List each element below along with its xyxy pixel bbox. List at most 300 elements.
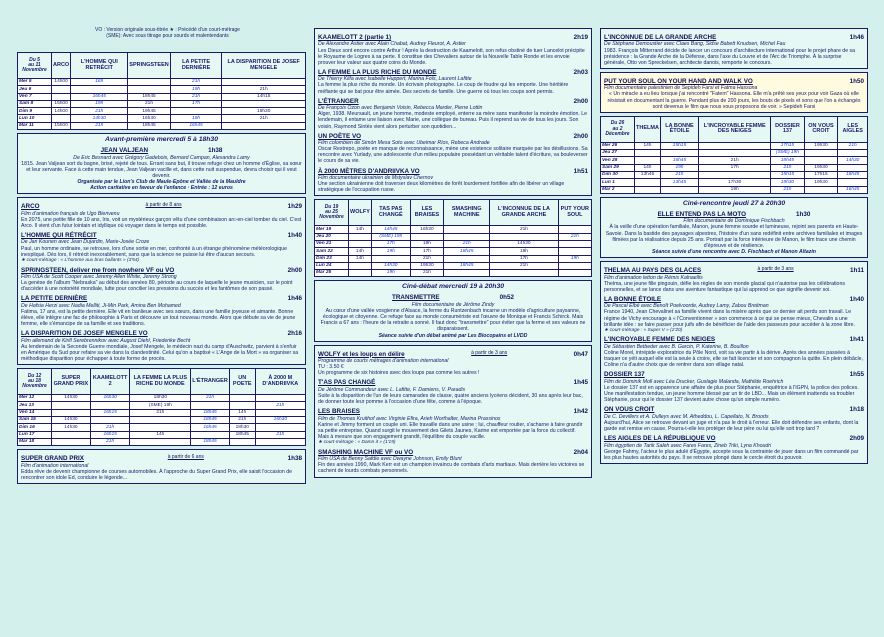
film-meta: De Sébastien Betbeder avec B. Garcin, P. Katerine, B. Bouillon — [604, 343, 749, 350]
film-synopsis: Coline Morel, intrépide exploratrice du Pôle Nord, voit sa vie partir à la dérive. Après des années passées à traquer ce yéti auquel elle est la seule à croire, elle se fait licencier et son compagnon la quitte. En plein débâcle, Coline n'a d'autre choix que de rentrer dans son village natal. — [604, 350, 863, 369]
avant-premiere-box — [17, 133, 306, 194]
schedule-week-label: Du 12 au 18 Novembre — [18, 369, 52, 395]
schedule-time: 19h30 — [804, 142, 838, 149]
schedule-day: Ven 28 — [601, 157, 635, 164]
schedule-time: 18h45 — [128, 93, 170, 100]
film-title-row — [604, 34, 864, 41]
schedule-time: 21h — [229, 417, 255, 424]
put-your-soul-box — [600, 72, 868, 113]
column-1 — [17, 52, 306, 487]
schedule-table — [314, 199, 592, 277]
cine-debat-org: Séance suivie d'un débat animé par Les Biocopains et LVDD — [378, 332, 528, 339]
schedule-time: 18h45 — [191, 409, 230, 416]
schedule-time — [222, 122, 306, 129]
schedule-day: Sam 22 — [315, 248, 349, 255]
film-duration: 1h55 — [849, 371, 864, 379]
film-meta: De Jérôme Commandeur avec L. Lafitte, F. Damiens, V. Paradis — [318, 386, 466, 393]
schedule-time — [52, 409, 91, 416]
schedule-time: 14h — [349, 255, 372, 262]
schedule-time: 14h — [635, 164, 661, 171]
legend-line-2: (SME): Avec sous titrage pour sourds et malentendants — [106, 33, 229, 40]
film-title-row — [604, 406, 864, 413]
film-synopsis: TU : 3.50 € — [318, 364, 344, 371]
film-duration: 2h04 — [573, 448, 588, 456]
schedule-time: 21h — [410, 255, 443, 262]
schedule-time — [410, 233, 443, 240]
schedule-day: Sam 15 — [18, 417, 52, 424]
schedule-time — [349, 233, 372, 240]
schedule-row — [601, 157, 868, 164]
schedule-time — [838, 179, 868, 186]
schedule-row — [18, 115, 306, 122]
film-title: ARCO — [21, 203, 40, 211]
schedule-time: 17h — [699, 164, 771, 171]
cine-debat-text: Au cœur d'une vallée vosgienne d'Alsace, la ferme du Runtzenbach incarne un modèle d'agriculture paysanne, écologique et citoyenne. Ce refuge face au monde consumériste est l'œuvre de Monique et Francis Schirck. Mais Francis a 67 ans : l'heure de la retraite a sonné. Il faut donc "transmettre" pour éviter que la ferme et ses valeurs ne disparaissent. — [320, 308, 586, 333]
schedule-time: 16h30 — [128, 115, 170, 122]
schedule-time: 14h30 — [52, 417, 91, 424]
put-your-soul-title: PUT YOUR SOUL ON YOUR HAND AND WALK VO — [604, 77, 753, 85]
schedule-time: 17h — [490, 255, 558, 262]
film-meta: Programme de courts métrages d'animation international — [318, 358, 449, 365]
cine-debat-heading: Ciné-débat mercredi 19 à 20h30 — [402, 283, 504, 291]
schedule-time — [699, 150, 771, 157]
schedule-time: 21h — [255, 431, 305, 438]
schedule-time: 15h00 — [52, 122, 71, 129]
schedule-time — [255, 409, 305, 416]
schedule-time: 13h45 — [660, 179, 698, 186]
schedule-time: 21h — [660, 172, 698, 179]
schedule-time: 19h — [699, 186, 771, 193]
film-meta: Film d'animation français de Ugo Bienvenu — [21, 210, 120, 217]
avant-premiere-text: 1815. Jean Valjean sort du bagne, brisé, rejeté de tous. Errant sans but, il trouve refuge chez un homme d'Église, sa sœur et leur servante. Face à cette main tendue, Jean Valjean vacille et, dans cette nuit suspendue, devra choisir qui il veut devenir. — [21, 160, 302, 179]
film-title: À 2000 MÈTRES D'ANDRIIVKA VO — [318, 167, 420, 175]
film-title-row — [318, 34, 588, 41]
cine-rencontre-text: À la veille d'une opération familiale, Manon, jeune femme sourde et lumineuse, rejoint ses parents en Haute-Savoie. Dans la bastide des paysages alpestres, l'histoire d'un sans redéfinit entre archives familiales et images filmées par la réalisatrice depuis 25 ans. Portrait par la force intérieure de Manon, le film trace une chemin d'épreuve et de résilience. — [605, 224, 863, 249]
schedule-time — [349, 262, 372, 269]
film-synopsis-extra: Un programme de six histoires avec des loups pas comme les autres ! — [318, 370, 480, 377]
film-meta: De François Ozon avec Benjamin Voisin, Rebecca Marder, Pierre Lottin — [318, 105, 483, 112]
schedule-time: 18h45 — [444, 262, 490, 269]
schedule-time — [90, 417, 130, 424]
films-box-3b — [600, 261, 868, 464]
schedule-day: Lun 10 — [18, 115, 52, 122]
cine-rencontre-duration: 1h30 — [796, 210, 811, 218]
film-title-row — [604, 336, 864, 343]
film-meta: Film de Dominik Moll avec Léa Drucker, Guslagie Malanda, Mathilde Roehrich — [604, 378, 784, 385]
schedule-time: 14h45 — [371, 226, 410, 233]
schedule-time: 18h45 — [229, 431, 255, 438]
schedule-time — [558, 240, 591, 247]
cine-debat-box — [314, 280, 592, 341]
schedule-time — [558, 226, 591, 233]
film-title: LES AIGLES DE LA RÉPUBLIQUE VO — [604, 435, 716, 443]
schedule-film-header: THELMA — [635, 116, 661, 142]
schedule-film-header: LA PETITE DERNIÈRE — [170, 53, 222, 79]
film-title: L'INCROYABLE FEMME DES NEIGES — [604, 336, 716, 344]
schedule-time: 21h — [838, 142, 868, 149]
schedule-time: (SME) 19h — [130, 402, 191, 409]
schedule-time — [838, 150, 868, 157]
film-title: UN POÈTE VO — [318, 132, 362, 140]
schedule-day: Sam 8 — [18, 100, 52, 107]
cine-rencontre-title-row — [604, 211, 864, 218]
schedule-time: 19h — [410, 240, 443, 247]
film-title-row — [318, 351, 588, 358]
schedule-time: 16h45 — [191, 424, 230, 431]
schedule-time: 21h — [444, 240, 490, 247]
film-duration: 1h46 — [287, 295, 302, 303]
schedule-time — [71, 86, 128, 93]
schedule-week-label: Du 26 au 2 Décembre — [601, 116, 635, 142]
schedule-time — [229, 402, 255, 409]
schedule-time — [558, 262, 591, 269]
put-your-soul-duration: 1h50 — [849, 77, 864, 85]
film-synopsis: Paul, un homme ordinaire, se retrouve, lors d'une sortie en mer, confronté à un étrange phénomène météorologique inexpliqué. Dès lors, il rétrécit inexorablement, sans que la science ne puisse lui être d'aucun secours. — [21, 245, 288, 258]
schedule-time: 19h30 — [410, 262, 443, 269]
schedule-time — [838, 164, 868, 171]
schedule-time: 15h15 — [771, 172, 804, 179]
schedule-time: 18h30 — [229, 424, 255, 431]
schedule-row — [18, 108, 306, 115]
avant-premiere-duration: 1h38 — [208, 147, 223, 155]
schedule-time: 14h — [635, 142, 661, 149]
schedule-time: (SME) 19h — [371, 233, 410, 240]
schedule-time: 18h30 — [130, 395, 191, 402]
schedule-film-header: UN POETE — [229, 369, 255, 395]
schedule-time — [558, 270, 591, 277]
schedule-time — [349, 240, 372, 247]
schedule-time: 21h — [130, 409, 191, 416]
film-meta: De Pascal Elbé avec Benoît Poelvoorde, Audrey Lamy, Zabou Breitman — [604, 303, 769, 310]
film-duration: 1h40 — [287, 232, 302, 240]
schedule-time — [371, 255, 410, 262]
schedule-row — [315, 233, 592, 240]
film-short-note: ★ court-métrage : « L'homme aux bras ballants » (3'54) — [21, 257, 140, 263]
film-synopsis: Edda rêve de devenir championne de courses automobiles. À l'approche du Super Grand Prix, elle saisit l'occasion de rencontrer son idole Ed, conduire le légende... — [21, 468, 293, 481]
schedule-film-header: L'ÉTRANGER — [191, 369, 230, 395]
schedule-time: 16h — [71, 79, 128, 86]
schedule-time — [804, 157, 838, 164]
schedule-time — [490, 270, 558, 277]
schedule-time: 19h45 — [128, 108, 170, 115]
schedule-film-header: ON VOUS CROIT — [804, 116, 838, 142]
film-title-row — [318, 408, 588, 415]
schedule-time — [130, 424, 191, 431]
schedule-film-header: KAAMELOTT 2 — [90, 369, 130, 395]
film-duration: 1h11 — [849, 267, 864, 275]
schedule-time — [635, 186, 661, 193]
schedule-time: 21h — [222, 86, 306, 93]
film-duration: 2h00 — [287, 266, 302, 274]
schedule-time: 14h — [130, 431, 191, 438]
schedule-film-header: SPRINGSTEEN — [128, 53, 170, 79]
schedule-time — [255, 424, 305, 431]
film-duration: 1h18 — [849, 406, 864, 414]
cine-rencontre-box — [600, 197, 868, 258]
film-duration: 2h00 — [573, 97, 588, 105]
schedule-time: 19h30 — [771, 179, 804, 186]
schedule-film-header: PUT YOUR SOUL — [558, 200, 591, 226]
film-meta: De C. Devillers et A. Dulleys avec M. Atheddou, L. Capellato, N. Broods — [604, 413, 769, 420]
avant-premiere-meta: De Eric Besnard avec Grégory Gadebois, Bernard Campan, Alexandra Lamy — [73, 154, 250, 161]
schedule-film-header: SMASHING MACHINE — [444, 200, 490, 226]
avant-premiere-heading: Avant-première mercredi 5 à 18h30 — [105, 136, 218, 144]
film-title: LA DISPARITION DE JOSEF MENGELE VO — [21, 330, 148, 338]
schedule-time: 16h45 — [838, 186, 868, 193]
schedule-time: 18h45 — [128, 122, 170, 129]
schedule-row — [601, 164, 868, 171]
schedule-day: Sam 29 — [601, 164, 635, 171]
schedule-film-header: À 2000 M D'ANDRIIVKA — [255, 369, 305, 395]
put-your-soul-meta: Film documentaire palestinien de Sepideh Farsi et Fatma Hassona — [604, 85, 758, 92]
film-title-row — [21, 232, 302, 239]
schedule-time: 21h — [222, 115, 306, 122]
schedule-time — [222, 100, 306, 107]
film-meta: De Hafsia Herzi avec Nadia Melliti, Ji-Min Park, Amina Ben Mohamed — [21, 302, 181, 309]
films-box-3 — [600, 28, 868, 69]
schedule-table — [17, 368, 306, 446]
schedule-time: 17h15 — [771, 142, 804, 149]
schedule-row — [18, 438, 306, 445]
film-title: LES BRAISES — [318, 408, 360, 416]
schedule-time — [255, 395, 305, 402]
schedule-time: 21h — [771, 186, 804, 193]
film-duration: 2h03 — [573, 68, 588, 76]
film-title: T'AS PAS CHANGÉ — [318, 379, 376, 387]
schedule-time: 19h — [490, 248, 558, 255]
avant-premiere-title-row — [21, 147, 302, 154]
schedule-time: 15h00 — [52, 100, 71, 107]
schedule-time: 18h45 — [444, 248, 490, 255]
schedule-time: 17h — [170, 100, 222, 107]
schedule-time: 21h — [170, 79, 222, 86]
film-duration: 1h46 — [849, 34, 864, 41]
schedule-time — [349, 270, 372, 277]
schedule-row — [315, 226, 592, 233]
schedule-time: 17h15 — [804, 172, 838, 179]
film-duration: 1h45 — [573, 379, 588, 387]
schedule-time: 21h — [771, 164, 804, 171]
film-title-row — [604, 371, 864, 378]
schedule-time — [444, 270, 490, 277]
film-meta: De Thierry Klifa avec Isabelle Huppert, Marina Foïs, Laurent Lafitte — [318, 76, 472, 83]
schedule-time — [699, 172, 771, 179]
film-duration: 1h42 — [573, 408, 588, 416]
film-title: DOSSIER 137 — [604, 371, 645, 379]
schedule-day: Jeu 13 — [18, 402, 52, 409]
film-synopsis: George Fahmy, l'acteur le plus adulé d'Égypte, accepte sous la contrainte de jouer dans un film commandé par les plus hautes autorités du pays. Il se retrouve plongé dans le cercle étroit du pouvoir. — [604, 448, 859, 461]
schedule-time: 16h45 — [170, 122, 222, 129]
film-meta: Film d'animation international — [21, 462, 89, 469]
schedule-day: Mer 12 — [18, 395, 52, 402]
schedule-film-header: DOSSIER 137 — [771, 116, 804, 142]
schedule-time: 19h — [71, 100, 128, 107]
schedule-time: 21h — [699, 157, 771, 164]
schedule-time: 21h — [170, 93, 222, 100]
schedule-time — [191, 402, 230, 409]
film-title-row — [604, 267, 864, 274]
film-duration: 1h38 — [287, 455, 302, 463]
legend — [60, 27, 275, 40]
film-meta: De Stéphane Demoustier avec Claes Bang, Sidse Babett Knudsen, Michel Fau — [604, 41, 786, 48]
cine-rencontre-heading: Ciné-rencontre jeudi 27 à 20h30 — [682, 199, 786, 207]
schedule-time — [130, 417, 191, 424]
schedule-time: 14h00 — [52, 79, 71, 86]
film-meta: Film USA de Scott Cooper avec Jeremy Allen White, Jeremy Strong — [21, 273, 177, 280]
schedule-row — [315, 270, 592, 277]
schedule-row — [601, 172, 868, 179]
film-title: LA FEMME LA PLUS RICHE DU MONDE — [318, 68, 437, 76]
schedule-day: Mer 19 — [315, 226, 349, 233]
schedule-day: Lun 24 — [315, 262, 349, 269]
schedule-day: Mar 25 — [315, 270, 349, 277]
film-age-rating: à partir de 6 ans — [167, 454, 204, 461]
schedule-time: 18h45 — [771, 157, 804, 164]
schedule-time: 21h — [71, 122, 128, 129]
schedule-time: 13h45 — [635, 172, 661, 179]
schedule-day: Lun 1 — [601, 179, 635, 186]
films-box-1 — [17, 197, 306, 365]
film-title-row — [21, 203, 302, 210]
column-2 — [314, 28, 592, 481]
film-title-row — [318, 168, 588, 175]
schedule-time — [660, 150, 698, 157]
film-title: KAAMELOTT 2 (partie 1) — [318, 34, 392, 41]
schedule-time — [52, 402, 91, 409]
film-meta: Film d'animation letton de Rémis Kalnaellis — [604, 274, 703, 281]
schedule-film-header: SUPER GRAND PRIX — [52, 369, 91, 395]
cine-rencontre-film: ELLE ENTEND PAS LA MOTO — [657, 210, 747, 218]
film-synopsis: Au lendemain de la Seconde Guerre mondiale, Josef Mengele, le médecin nazi du camp d'Auschwitz, parvient à s'enfuir en Amérique du Sud pour refaire sa vie dans la clandestinité. Celui qu'on a baptisé « L'Ange de la Mort » va organiser sa méthodique disparition pour échapper à toute forme de procès. — [21, 343, 299, 363]
cine-debat-duration: 0h52 — [499, 294, 514, 302]
cine-rencontre-meta: Film documentaire de Dominique Fischbach — [683, 218, 785, 225]
schedule-time: 16h45 — [660, 157, 698, 164]
avant-premiere-film: JEAN VALJEAN — [100, 147, 149, 155]
film-title-row — [604, 296, 864, 303]
schedule-time: 18h45 — [838, 172, 868, 179]
schedule-day: Ven 7 — [18, 93, 52, 100]
film-meta: Film USA de Benny Safdie avec Dwayne Johnson, Emily Blunt — [318, 456, 462, 463]
schedule-time: 16h15 — [90, 431, 130, 438]
film-title: WOLFY et les loups en délire — [318, 350, 405, 358]
schedule-day: Dim 23 — [315, 255, 349, 262]
film-title: SPRINGSTEEN, deliver me from nowhere VF ou VO — [21, 266, 175, 274]
schedule-time: 17h30 — [699, 179, 771, 186]
schedule-time: 18h45 — [191, 438, 230, 445]
schedule-row — [315, 255, 592, 262]
schedule-time — [804, 186, 838, 193]
schedule-day: Mar 11 — [18, 122, 52, 129]
schedule-day: Dim 9 — [18, 108, 52, 115]
schedule-row — [18, 431, 306, 438]
film-synopsis: Oscar Restrepo, poète en manque de reconnaissance, mène une existence solitaire marquée par les désillusions. Sa rencontre avec Yurlady, une adolescente d'un milieu populaire possédant un véritable talent d'écriture, va bouleverser le cours de sa vie. — [318, 146, 588, 165]
film-title: LA BONNE ÉTOILE — [604, 295, 662, 303]
schedule-time — [52, 438, 91, 445]
schedule-row — [315, 262, 592, 269]
schedule-film-header: LES AIGLES — [838, 116, 868, 142]
schedule-time — [635, 179, 661, 186]
schedule-time: 15h15 — [660, 142, 698, 149]
schedule-film-header: LA FEMME LA PLUS RICHE DU MONDE — [130, 369, 191, 395]
schedule-row — [18, 417, 306, 424]
schedule-row — [18, 402, 306, 409]
schedule-week-1 — [17, 52, 306, 130]
put-your-soul-title-row — [604, 78, 864, 85]
schedule-row — [601, 186, 868, 193]
schedule-time: 14h30 — [52, 424, 91, 431]
schedule-film-header: WOLFY — [349, 200, 372, 226]
schedule-row — [18, 79, 306, 86]
schedule-time: 17h — [410, 248, 443, 255]
schedule-day: Jeu 6 — [18, 86, 52, 93]
schedule-day: Mar 18 — [18, 438, 52, 445]
film-synopsis: Le dossier 137 est en apparence une affaire de plus pour Stéphanie, enquêtrice à l'IGPN, la police des polices. Une manifestation tendue, un jeune homme blessé par un tir de LBD... Mais un élément inattendu va troubler Stéphanie, pour qui le dossier 137 devient autre chose qu'un simple numéro. — [604, 384, 859, 404]
film-synopsis: Une section ukrainienne doit traverser deux kilomètres de forêt lourdement fortifiée afin de libérer un village stratégique de l'occupation russe. — [318, 181, 565, 194]
schedule-week-2 — [17, 368, 306, 446]
film-title-row — [318, 449, 588, 456]
film-title: THELMA AU PAYS DES GLACES — [604, 267, 702, 275]
film-title: L'ÉTRANGER — [318, 97, 359, 105]
schedule-row — [18, 424, 306, 431]
film-title: LA PETITE DERNIÈRE — [21, 295, 88, 303]
film-title: SMASHING MACHINE VF ou VO — [318, 448, 414, 456]
film-duration: 2h00 — [573, 132, 588, 140]
schedule-time: 21h — [255, 402, 305, 409]
schedule-day: Jeu 20 — [315, 233, 349, 240]
schedule-time: 14h — [349, 248, 372, 255]
schedule-time — [52, 93, 71, 100]
schedule-time — [229, 395, 255, 402]
schedule-time — [52, 86, 71, 93]
schedule-time: 14h15 — [222, 93, 306, 100]
film-synopsis: Les Dieux sont encore contre Arthur ! Après la destruction de Kaamelott, son refus obstiné de tuer Lancelot précipite le Royaume de Logres à sa perte. Il constitue des Chevaliers autour de la Nouvelle Table Ronde et les envoie prouver leur valeur aux quatre coins du Monde. — [318, 47, 585, 66]
film-meta: De Alexandre Astier avec Alain Chabat, Audrey Fleurot, A. Astier — [318, 41, 466, 48]
film-meta: De Jan Kounen avec Jean Dujardin, Marie-Josée Croze — [21, 239, 150, 246]
schedule-time: 14h — [349, 226, 372, 233]
put-your-soul-text: « Un miracle a eu lieu lorsque j'ai rencontré "Fatem" Hassona. Elle m'a prêté ses yeux pour voir Gaza où elle résistait en documentant la guerre. Pendant plus de 200 jours, les bouts de pixels et sons que l'on a échangés sont devenus le film que nous vous proposons de voir. » Sepideh Farsi — [607, 91, 861, 110]
schedule-time: 21h — [490, 226, 558, 233]
film-meta: Film documentaire ukrainien de Mstyslav Chernov — [318, 174, 434, 181]
schedule-time — [229, 438, 255, 445]
cine-debat-film: TRANSMETTRE — [392, 294, 440, 302]
films-box-2 — [314, 28, 592, 196]
avant-premiere-org: Organisée par le Lion's Club de Maule-Epône et Vallée de la Mauldre — [77, 179, 246, 186]
schedule-time — [222, 79, 306, 86]
schedule-time: 19h30 — [804, 164, 838, 171]
schedule-row — [18, 100, 306, 107]
schedule-time: 16h30 — [90, 395, 130, 402]
schedule-time — [90, 402, 130, 409]
schedule-row — [18, 409, 306, 416]
schedule-time: 16h30 — [410, 226, 443, 233]
film-synopsis: Thelma, une jeune fille pingouin, défie les règles de son monde glacial qui n'autorise pas les célébrations personnelles, et se lance dans une aventure fantastique qui lui apprend ce que signifie devenir soi. — [604, 280, 845, 293]
schedule-time: (SME) 19h — [771, 150, 804, 157]
schedule-film-header: LA DISPARITION DE JOSEF MENGELE — [222, 53, 306, 79]
legend-line-1: VO : Version originale sous-titrée ★ : Précédé d'un court-métrage — [95, 27, 240, 33]
schedule-time: 21h — [90, 438, 130, 445]
film-meta: Film colombien de Simón Mesa Soto avec Ubeimar Ríos, Rebeca Andrade — [318, 140, 490, 147]
cine-rencontre-org: Séance suivie d'une rencontre avec D. Fischbach et Manon Altazin — [652, 248, 816, 255]
schedule-row — [601, 142, 868, 149]
schedule-time: 19h30 — [804, 179, 838, 186]
film-title-row — [318, 98, 588, 105]
schedule-row — [601, 150, 868, 157]
schedule-time: 14h30 — [490, 240, 558, 247]
film-synopsis: France 1940, Jean Chevalinet sa famille vivent dans la misère après que ce dernier ait perdu son travail. Le régime de Vichy encourage à « l'Conventionner » son commerce à ce qui se pense mieux, Chevalin a une brillante idée : se faire passer pour juifs afin de bénéficier de l'aide des passeurs pour accéder à la zone libre. — [604, 309, 856, 328]
film-synopsis: En 2075, une petite fille de 10 ans, Iris, voit un mystérieux garçon vêtu d'une combinaison arc-en-ciel tomber du ciel. C'est Arco. Il vient d'un futur lointain et idyllique où voyager dans le temps est possible. — [21, 216, 302, 229]
schedule-film-header: LA BONNE ÉTOILE — [660, 116, 698, 142]
film-meta: Film égyptien de Tarik Saleh avec Fares Fares, Zineb Triki, Lyna Khoudri — [604, 442, 772, 449]
